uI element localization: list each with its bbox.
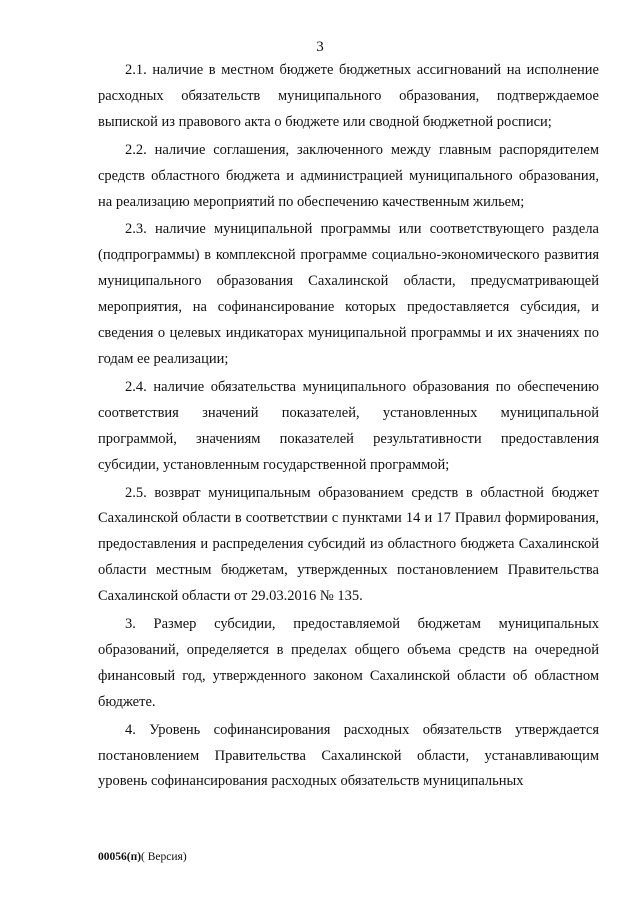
footer-version: ( Версия) bbox=[141, 851, 187, 863]
footer-code: 00056(п) bbox=[98, 851, 142, 863]
document-body bbox=[98, 58, 599, 795]
paragraph-3: 3. Размер субсидии, предоставляемой бюджетам муниципальных образований, определяется в пределах общего объема средств на очередной финансовый год, утвержденного законом Сахалинской области об областном бюджете. bbox=[98, 616, 599, 710]
document-footer bbox=[98, 851, 187, 863]
paragraph-2-2: 2.2. наличие соглашения, заключенного между главным распорядителем средств областного бюджета и администрацией муниципального образования, на реализацию мероприятий по обеспечению качественным жильем; bbox=[98, 141, 599, 210]
paragraph-2-1: 2.1. наличие в местном бюджете бюджетных ассигнований на исполнение расходных обязательств муниципального образования, подтверждаемое выпиской из правового акта о бюджете или сводной бюджетной росписи; bbox=[98, 62, 599, 130]
paragraph-2-4: 2.4. наличие обязательства муниципального образования по обеспечению соответствия значений показателей, установленных муниципальной программой, значениям показателей результативности предоставления субсидии, установленным государственной программой; bbox=[98, 378, 599, 473]
paragraph-4: 4. Уровень софинансирования расходных обязательств утверждается постановлением Правительства Сахалинской области, устанавливающим уровень софинансирования расходных обязательств муниципальных bbox=[98, 721, 599, 790]
paragraph-2-3: 2.3. наличие муниципальной программы или соответствующего раздела (подпрограммы) в комплексной программе социально-экономического развития муниципального образования Сахалинской области, предусматривающей мероприятия, на софинансирование которых предоставляется субсидия, и сведения о целевых индикаторах муниципальной программы и их значениях по годам ее реализации; bbox=[98, 221, 599, 367]
page-number: 3 bbox=[316, 39, 324, 55]
paragraph-2-5: 2.5. возврат муниципальным образованием средств в областной бюджет Сахалинской области в соответствии с пунктами 14 и 17 Правил формирования, предоставления и распределения субсидий из областного бюджета Сахалинской области местным бюджетам, утвержденных постановлением Правительства Сахалинской области от 29.03.2016 № 135. bbox=[98, 484, 599, 605]
